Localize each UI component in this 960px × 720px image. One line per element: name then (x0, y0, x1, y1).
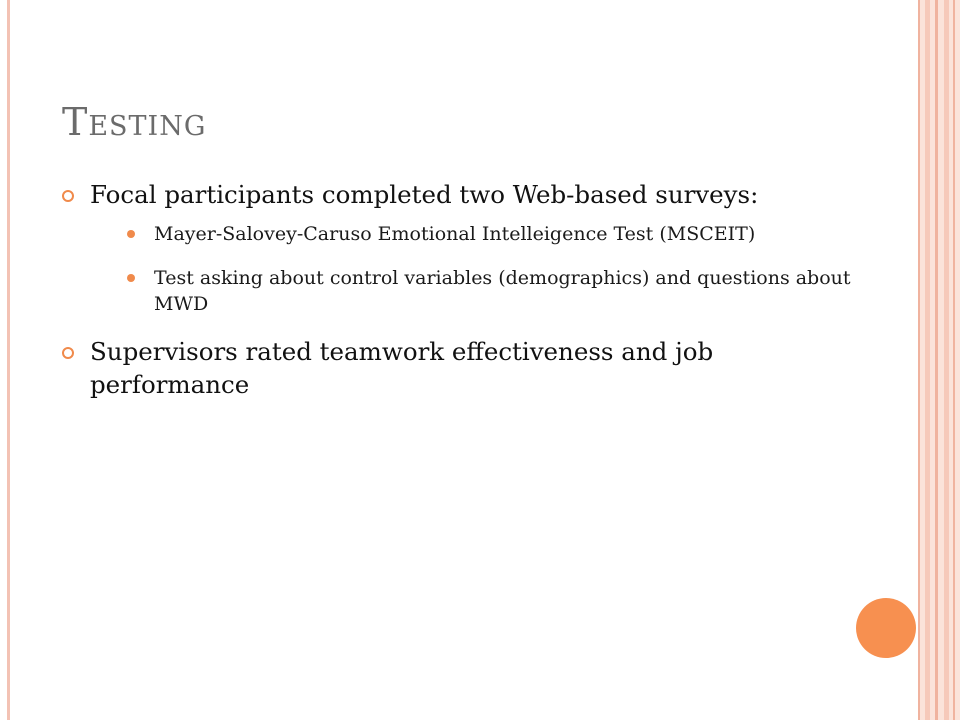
orange-circle-decoration (856, 598, 916, 658)
frame-stripe (918, 0, 920, 720)
left-border-line (7, 0, 10, 720)
hollow-circle-icon (62, 190, 74, 202)
frame-stripe (925, 0, 930, 720)
bullet-text: Focal participants completed two Web-based surveys: (90, 180, 759, 209)
sub-bullet-text: Mayer-Salovey-Caruso Emotional Intelleigence Test (MSCEIT) (154, 223, 756, 245)
frame-stripe (944, 0, 949, 720)
sub-bullet-item-1 (90, 221, 862, 247)
bullet-item-2 (62, 335, 862, 401)
filled-circle-icon (127, 274, 135, 282)
bullet-item-1 (62, 178, 862, 317)
frame-stripe (953, 0, 955, 720)
bullet-list (62, 178, 862, 413)
sub-bullet-item-2 (90, 265, 862, 317)
bullet-text: Supervisors rated teamwork effectiveness and job performance (90, 337, 714, 399)
slide-title: Testing (62, 100, 207, 144)
frame-stripe (935, 0, 938, 720)
sub-bullet-list (90, 221, 862, 317)
hollow-circle-icon (62, 347, 74, 359)
sub-bullet-text: Test asking about control variables (demographics) and questions about MWD (154, 267, 851, 315)
filled-circle-icon (127, 230, 135, 238)
